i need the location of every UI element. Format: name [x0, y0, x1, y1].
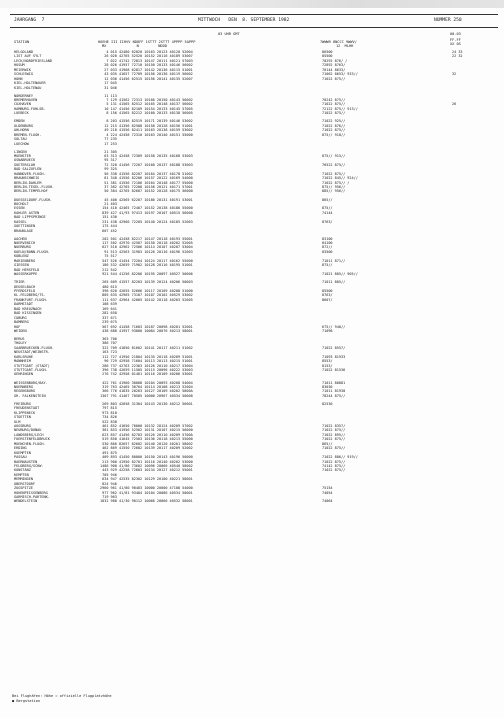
weather-groups: 70242 875// [322, 97, 346, 102]
weather-groups: 875// 915// [322, 153, 346, 158]
code-groups: 50 384 42765 82607 10152 20128 40175 56000 [100, 189, 193, 194]
station-name: DEUSELBACH [14, 284, 36, 289]
weather-subheading: 12 MLHH [336, 44, 354, 48]
station-name: BERLIN-DAHLEM [14, 180, 42, 185]
code-groups: 99 325 [100, 167, 117, 172]
code-groups: 151 430 [100, 215, 117, 220]
period-label: 00-03 [450, 32, 461, 36]
scan-edge [0, 0, 504, 8]
code-groups: 8 156 41565 82212 10160 20133 40138 56005 [100, 111, 193, 116]
station-name: BAD KISSINGEN [14, 311, 42, 316]
station-name: GUETERSLOH [14, 162, 36, 167]
code-groups: 49 218 41556 82411 10163 20138 40159 53002 [100, 128, 193, 133]
station-name: FUERSTENFELDBRUCK [14, 437, 50, 442]
station-name: HOHENPEISSENBERG [14, 490, 48, 495]
station-name: GIESSEN [14, 263, 29, 268]
weather-groups: 875// 956// [322, 185, 346, 190]
code-groups: 286 737 42763 22303 10126 20110 40217 53004 [100, 363, 193, 368]
footnotes [12, 694, 112, 703]
weather-groups: 71098 [322, 328, 333, 333]
weather-groups: 82530 [322, 401, 333, 406]
station-name: STOETTEN [14, 415, 31, 420]
code-groups: 337 671 [100, 315, 117, 320]
station-name: BAMBERG [14, 320, 29, 325]
wind-groups: 24 33 [452, 50, 463, 54]
station-name: KEMPTEN [14, 472, 29, 477]
bulletin-sheet [10, 14, 498, 504]
code-groups: 322 709 41850 81602 10141 20117 40211 51002 [100, 345, 193, 350]
weather-groups: 86500 [322, 50, 333, 54]
weather-groups: 8763/ [322, 219, 333, 224]
station-name: NEUSTADT/WEINSTR. [14, 350, 50, 355]
weather-groups: 865// [322, 197, 333, 202]
station-name: KLIPPENECK [14, 410, 36, 415]
weather-groups: 71011 81930 [322, 389, 346, 394]
code-groups: 26 020 42765 52520 10152 20116 40189 53007 [100, 54, 193, 59]
code-groups: 491 875 [100, 450, 117, 455]
code-groups: 31 046 [100, 85, 117, 90]
station-name: BREMERHAVEN [14, 97, 38, 102]
station-name: TRIER [14, 280, 25, 285]
station-name: BERUS [14, 336, 25, 341]
code-groups: 462 869 41550 72602 10139 20117 40209 52002 [100, 446, 193, 451]
station-name: BAD SALZUFLEN [14, 167, 42, 172]
station-name: GARMISCH-PARTENK. [14, 495, 50, 500]
code-groups: 95 317 [100, 158, 117, 163]
station-name: WASSERKUPPE [14, 272, 38, 277]
station-row [10, 372, 498, 376]
station-name: KAHLER ASTEN [14, 210, 40, 215]
weather-groups: 71022 875// [322, 76, 346, 81]
code-groups: 282 658 [100, 311, 117, 316]
weather-groups: 72122 875// 913// [322, 106, 358, 111]
code-groups: 381 853 41956 52502 10131 20107 40215 56000 [100, 428, 193, 433]
code-groups: 163 723 [100, 350, 117, 355]
weather-groups: 71022 875// [322, 437, 346, 442]
weather-groups: 8607/ [322, 297, 333, 302]
station-name: LINGEN [14, 149, 27, 154]
station-name: KASSEL [14, 219, 27, 224]
station-name: BAERNAUSTEN [14, 459, 38, 464]
code-groups: 213 900 41950 82701 10116 20140 40202 53000 [100, 459, 193, 464]
code-groups: 839 427 41/93 97413 10197 20107 40515 56000 [100, 210, 193, 215]
station-name: GOETTINGEN [14, 224, 36, 229]
station-name: OBERSTDORF [14, 481, 36, 486]
code-groups: 4 015 42480 62020 10163 20123 40120 52004 [100, 50, 193, 54]
station-table [10, 50, 498, 504]
weather-groups: 875// 918// [322, 132, 346, 137]
station-name: KOELN/BONN-FLUGH. [14, 249, 50, 254]
code-groups: 17 045 [100, 81, 117, 86]
station-name: BAD HERSFELD [14, 267, 40, 272]
station-name: ULM [14, 419, 21, 424]
code-groups: 4 224 42458 72310 10163 20140 40151 55000 [100, 132, 193, 137]
station-row [10, 329, 498, 333]
station-name: AUGSBURG [14, 424, 31, 429]
weather-groups: 74064 [322, 499, 333, 504]
wind-heading: FF-FF [450, 38, 461, 42]
issue-date: MITTWOCH DEN 8. SEPTEMBER 1982 [198, 18, 290, 23]
weather-groups: 78244 875// [322, 393, 346, 398]
code-groups: 43 035 41657 72709 10156 20136 40119 56002 [100, 72, 193, 77]
code-groups: 719 963 [100, 495, 117, 500]
weather-groups: 8763/ [322, 293, 333, 298]
weather-groups: 71011 871// [322, 258, 346, 263]
weather-groups: 71022 875// [322, 428, 346, 433]
wind-groups: 26 [452, 102, 457, 107]
station-name: LECK/NORDFRIESLAND [14, 58, 52, 63]
code-groups: 461 852 41650 70000 10132 20124 40209 57002 [100, 424, 193, 429]
station-row [10, 229, 498, 233]
station-name: BAD KREUZNACH [14, 306, 42, 311]
weather-groups: 71022 876// [322, 123, 346, 128]
weather-groups: 72892 8763/ [322, 63, 346, 68]
weather-groups: 71021 805// 905// [322, 272, 358, 277]
station-name: SOLTAU [14, 137, 27, 142]
station-name: MEIERWIK [14, 67, 31, 72]
code-groups: 186 532 42659 71902 10128 20116 40195 51001 [100, 263, 193, 268]
code-groups: 202 501 42458 82217 10147 20118 40193 55001 [100, 236, 193, 241]
station-name: MEMMINGEN [14, 477, 33, 482]
station-row [10, 272, 498, 276]
code-groups: 422 761 41960 30008 10104 20093 40208 54004 [100, 380, 193, 385]
station-name: EMDEN [14, 119, 25, 124]
weather-groups: 71022 875// [322, 102, 346, 107]
weather-groups: 71022 875// / [322, 180, 350, 185]
code-groups: 319 763 42465 30704 10114 20108 40213 52004 [100, 384, 193, 389]
code-groups: 567 692 41458 71603 10187 20098 40201 52001 [100, 324, 193, 329]
station-name: MARIENBERG [14, 258, 36, 263]
wind-groups: 32 [452, 72, 457, 77]
code-groups: 56 338 41556 82207 10164 20137 40178 51002 [100, 171, 193, 176]
weather-groups: 70144 8633/ [322, 67, 346, 72]
code-groups: 519 858 41645 72503 10136 20118 40213 55000 [100, 437, 193, 442]
station-name: WEIDEN [14, 328, 27, 333]
station-name: LIST AUF SYLT [14, 54, 42, 59]
code-groups: 824 946 [100, 481, 117, 486]
weather-groups: 71022 8357/ [322, 424, 346, 429]
weather-groups: 71022 886// 919// [322, 455, 358, 460]
weather-groups: 885// 956// [322, 189, 346, 194]
station-name: KUEMPTEN [14, 450, 31, 455]
weather-groups: 71011 805// [322, 280, 346, 285]
page-header [10, 14, 498, 28]
station-name: DUESSELDORF-FLUGH. [14, 197, 52, 202]
station-name: MANNHEIM [14, 359, 31, 364]
code-groups: 623 857 41456 82703 10126 20110 40209 5700A [100, 432, 193, 437]
code-groups: 8 203 41556 82519 10171 20139 40146 53002 [100, 119, 193, 124]
code-groups: 5 131 41565 82512 10165 20148 40137 56002 [100, 102, 193, 107]
station-name: NUERNBERG [14, 384, 33, 389]
code-groups: 117 502 42970 42507 10150 20118 40202 52005 [100, 241, 193, 246]
weather-groups: 74144 [322, 210, 333, 215]
code-groups: 175 444 [100, 224, 117, 229]
station-name: GR. FALKENSTEIN [14, 393, 46, 398]
code-groups: 16 147 41456 82109 10154 20133 40145 57005 [100, 106, 193, 111]
station-name: LANDSBERG/LECH [14, 432, 44, 437]
weather-groups: 8153/ [322, 363, 333, 368]
station-name: COBURG [14, 315, 27, 320]
station-name: STUTTGART-FLUGH. [14, 368, 48, 373]
station-name: HELGOLAND [14, 50, 33, 54]
weather-groups: 71022 925// [322, 119, 346, 124]
code-groups: 91 513 42563 31903 10126 20116 40196 52003 [100, 249, 193, 254]
station-name: MUENSTER [14, 153, 31, 158]
station-name: STUTTGART (STADT) [14, 363, 50, 368]
weather-groups: 875// [322, 206, 333, 211]
station-name: NUERBURG [14, 245, 31, 250]
station-name: KL.FELDBERG/TS. [14, 293, 46, 298]
station-name: WEISSENBURG/BAY. [14, 380, 48, 385]
observation-time: 03 UHR GMT [218, 32, 240, 36]
code-groups: 111 637 42964 42005 10142 20118 40203 52005 [100, 297, 193, 302]
weather-groups: 71022 875// [322, 446, 346, 451]
station-name: MUENCHEN-FLUGH. [14, 441, 46, 446]
code-groups: 77 235 [100, 137, 117, 142]
station-name: KIEL-HOLTENAU [14, 85, 42, 90]
code-groups: 386 707 [100, 341, 117, 346]
code-groups-heading: HOEHE III IIHVV NDDFF 1STTT 2STTT 4PPPP 5APPP [98, 40, 196, 44]
station-name: PASSAU [14, 455, 27, 460]
code-groups: 522 838 [100, 419, 117, 424]
code-groups: 12 036 41456 62515 10156 20141 40135 52007 [100, 76, 193, 81]
weather-groups: 875// [322, 263, 333, 268]
code-groups: 96 729 42958 71604 10113 20113 40215 51001 [100, 359, 193, 364]
station-name: OEHRINGEN [14, 372, 33, 377]
weather-groups: 75154 [322, 486, 333, 491]
code-groups: 21 305 [100, 149, 117, 154]
weather-groups: 71062 8653/ 933// [322, 72, 358, 77]
station-name: HOF [14, 324, 21, 329]
station-row [10, 142, 498, 146]
code-groups: 265 609 41557 82203 10139 20124 40206 50003 [100, 280, 193, 285]
weather-groups: 83100 [322, 236, 333, 241]
footnote-mountain: ● Bergstation [12, 698, 41, 703]
code-groups: 108 639 [100, 302, 117, 307]
code-groups: 17 253 [100, 141, 117, 146]
code-groups: 28 026 41957 72710 10150 20133 40146 56002 [100, 63, 193, 68]
weather-groups: 675// 940// [322, 324, 346, 329]
code-groups: 154 410 42465 72407 10152 20138 40186 55000 [100, 206, 193, 211]
station-row [10, 499, 498, 503]
code-groups: 705 946 [100, 472, 117, 477]
weather-groups: 71011 80881 [322, 380, 346, 385]
station-name: BRAUNSCHWEIG [14, 176, 40, 181]
weather-groups: 83500 [322, 249, 333, 254]
weather-groups: 85500 [322, 54, 333, 59]
station-name: KOBLENZ [14, 254, 29, 259]
weather-groups: 71022 81536 [322, 368, 346, 373]
wind-groups: 22 32 [452, 54, 463, 59]
code-groups: 21 403 [100, 201, 117, 206]
code-groups: 51 381 41556 72106 10164 20148 40177 55000 [100, 180, 193, 185]
weather-groups: 71022 875// [322, 171, 346, 176]
code-groups: 81 348 41556 82206 10157 20122 40169 54000 [100, 176, 193, 181]
station-name: SAARBRUECKEN-FLUGH. [14, 345, 55, 350]
station-name: HANNOVER-FLUGH. [14, 171, 46, 176]
code-groups: 973 818 [100, 410, 117, 415]
code-groups: 11 113 [100, 93, 117, 98]
code-groups: 1486 908 41/86 73602 10096 20066 40540 58002 [100, 463, 193, 468]
code-groups: 231 438 42960 72205 10140 20124 40185 52003 [100, 219, 193, 224]
weather-groups: 865// [322, 441, 333, 446]
weather-groups: 71022 875// [322, 111, 346, 116]
weather-groups: 85500 [322, 289, 333, 293]
weather-groups: 71022 895// [322, 432, 346, 437]
code-groups: 797 815 [100, 406, 117, 411]
station-name: PFERDSFELD [14, 289, 36, 293]
weather-groups: 71022 875// [322, 128, 346, 133]
footnote-airport: Bei Flughäfen: Höhe = offizielle Flugplatzhöhe [12, 694, 112, 698]
code-groups: 366 776 41835 20203 10127 20109 40202 5800A [100, 389, 193, 394]
code-groups: 75 517 [100, 254, 117, 259]
weather-heading: 7WWW9 8NCCC 9WWV/ [320, 40, 357, 44]
code-groups: 443 929 42258 72603 10134 20127 40212 55001 [100, 468, 193, 473]
code-groups: 607 452 [100, 228, 117, 233]
code-groups: 530 866 82657 82602 10140 20120 40201 58002 [100, 441, 193, 446]
volume-label: JAHRGANG 7 [14, 18, 45, 23]
station-name: KIEL-HOLTENAUER [14, 81, 46, 86]
weather-groups: 71022 845// 924// [322, 176, 358, 181]
code-groups: 12 215 41356 82508 10158 20128 40156 51001 [100, 123, 193, 128]
code-groups: 63 313 42458 72309 10158 20135 40168 53003 [100, 153, 193, 158]
station-name: KARLSRUHE [14, 354, 33, 359]
station-name: DARMSTADT [14, 302, 33, 307]
station-name: FREUDENSTADT [14, 406, 40, 411]
station-row [10, 394, 498, 398]
code-groups: 27 033 41968 62817 10142 20136 40115 51001 [100, 67, 193, 72]
station-name: LUEBECK [14, 111, 29, 116]
station-name: CUXHAVEN [14, 102, 31, 107]
station-name: REGENSBURG [14, 389, 36, 394]
code-groups: 805 635 42965 73107 10107 20102 40529 53002 [100, 293, 193, 298]
code-groups: 734 826 [100, 415, 117, 420]
station-name: BERLIN-TEGEL-FLUGH. [14, 185, 55, 190]
code-groups: 438 688 41957 93000 10084 20076 40213 58001 [100, 328, 193, 333]
code-groups: 7 022 41742 72813 10147 20111 40121 57003 [100, 58, 193, 63]
code-groups: 112 727 41956 21804 10135 20118 40209 51001 [100, 354, 193, 359]
weather-groups: 74054 [322, 490, 333, 495]
station-name: AACHEN [14, 236, 27, 241]
station-row [10, 189, 498, 193]
code-groups: 269 803 42658 31304 10143 20130 40212 56001 [100, 401, 193, 406]
weather-groups: 76522 875// [322, 162, 346, 167]
station-name: NEUBURG/DONAU [14, 428, 42, 433]
weather-groups: 74142 875// [322, 463, 346, 468]
station-name: NORDERNEY [14, 93, 33, 98]
code-groups: 169 641 [100, 306, 117, 311]
station-name: HOHN [14, 76, 23, 81]
station-name: FELDBERG/SCHW. [14, 463, 44, 468]
station-name: BAD LIPPSPRINGE [14, 215, 46, 220]
station-name: OLDENBURG [14, 123, 33, 128]
station-row [10, 86, 498, 90]
code-groups: 1832 980 41/30 90112 10066 20066 40532 58001 [100, 499, 193, 504]
station-name: AHLHORN [14, 128, 29, 133]
weather-groups: 84100 [322, 241, 333, 246]
code-groups: 37 382 42765 72208 10158 20121 40171 57001 [100, 185, 193, 190]
weather-groups: 872// [322, 245, 333, 250]
code-groups: 72 320 41456 72207 10160 20137 40188 53003 [100, 162, 193, 167]
station-name: FREIBURG [14, 401, 31, 406]
code-groups: 396 620 42655 52606 10117 20109 40208 51000 [100, 289, 193, 293]
station-name: FRANKFURT-FLUGH. [14, 297, 48, 302]
station-name: WENDELSTEIN [14, 499, 38, 504]
station-name: KONSTANZ [14, 468, 31, 473]
code-groups: 1307 791 41467 70505 10000 20967 40534 50008 [100, 393, 193, 398]
station-name: BERLIN-TEMPELHOF [14, 189, 48, 194]
station-name: BOCHOLT [14, 201, 29, 206]
wind-subheading: XX 0S [450, 42, 461, 46]
station-name: SCHLESWIG [14, 72, 33, 77]
weather-groups: 71093 81933 [322, 354, 346, 359]
weather-groups: 71022 8557/ [322, 345, 346, 350]
station-name: THOLEY [14, 341, 27, 346]
station-heading: STATION [14, 40, 30, 44]
code-groups-subheading: MX N NDDD [102, 44, 167, 48]
weather-groups: 70292 876/ / [322, 58, 348, 63]
station-name: OSNABRUECK [14, 158, 36, 163]
station-name: HUSUM [14, 63, 25, 68]
station-name: BRAUNLAGE [14, 228, 33, 233]
code-groups: 212 542 [100, 267, 117, 272]
code-groups: 363 706 [100, 336, 117, 341]
code-groups: 634 947 42535 82302 10129 20100 40221 58001 [100, 477, 193, 482]
station-row [10, 111, 498, 115]
code-groups: 480 615 [100, 284, 117, 289]
code-groups: 2960 961 41/80 90403 10000 20000 47108 54000 [100, 486, 193, 491]
station-name: HAMBURG-FUHLSB. [14, 106, 46, 111]
station-name: ERDING [14, 446, 27, 451]
code-groups: 409 893 41450 80000 10150 20143 40196 50000 [100, 455, 193, 460]
code-groups: 977 962 41/81 93404 10104 20086 40534 50001 [100, 490, 193, 495]
station-name: LUECHOW [14, 141, 29, 146]
code-groups: 45 400 42565 62207 10186 20131 40191 53001 [100, 197, 193, 202]
station-name: NOERVENICH [14, 241, 36, 246]
code-groups: 239 675 [100, 320, 117, 325]
weather-groups: 83030 [322, 384, 333, 389]
column-header [10, 28, 498, 50]
code-groups: 7 129 41562 72313 10166 20150 40143 56002 [100, 97, 193, 102]
weather-groups: 8553/ [322, 359, 333, 364]
code-groups: 547 526 41454 72204 10124 20117 40162 55000 [100, 258, 193, 263]
weather-groups: 71022 875// [322, 468, 346, 473]
weather-groups: 71022 875// [322, 459, 346, 464]
code-groups: 921 544 41256 82206 10195 20097 40527 50006 [100, 272, 193, 277]
station-name: ESSEN [14, 206, 25, 211]
code-groups: 396 738 42659 11505 10115 20096 40222 53003 [100, 368, 193, 373]
station-name: ZUGSPITZE [14, 486, 33, 491]
code-groups: 276 742 42958 01401 10116 20109 40206 53001 [100, 372, 193, 377]
code-groups: 627 510 42962 72506 10114 20107 40207 53004 [100, 245, 193, 250]
issue-number: NUMMER 250 [434, 18, 462, 23]
station-name: BREMEN-FLUGH. [14, 132, 42, 137]
